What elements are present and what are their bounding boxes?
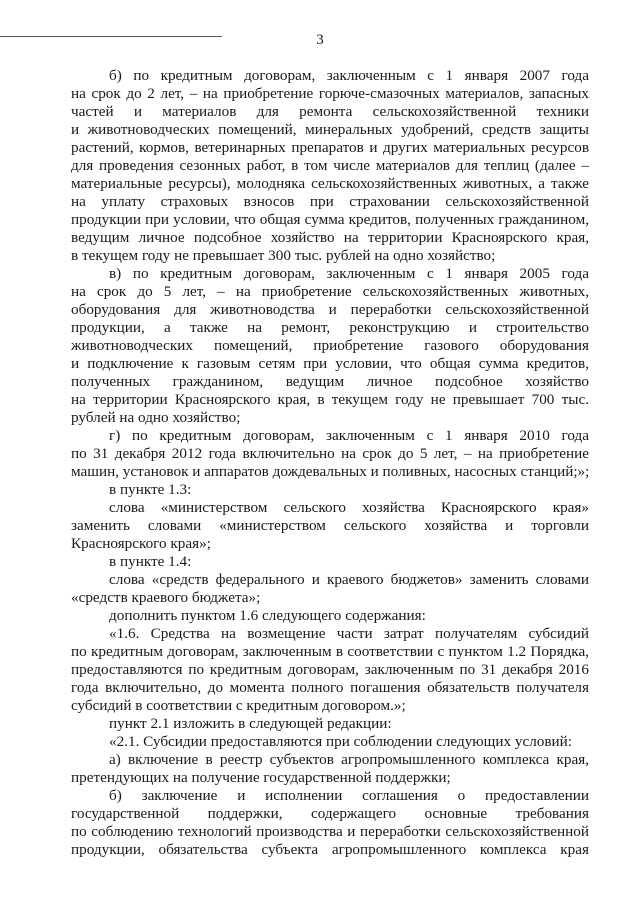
text-line: в текущем году не превышает 300 тыс. рублей на одно хозяйство; [71, 247, 496, 264]
text-line: субсидий в соответствии с кредитным договором.»; [71, 697, 406, 714]
text-line: по кредитным договорам, заключенным в соответствии с пунктом 1.2 Порядка, [71, 643, 589, 660]
text-line: слова «средств федерального и краевого бюджетов» заменить словами [109, 571, 589, 588]
text-line: материальные ресурсы), молодняка сельскохозяйственных животных, а также [71, 175, 589, 192]
text-line: продукции, обязательства субъекта агропромышленного комплекса края [71, 841, 589, 858]
text-line: дополнить пунктом 1.6 следующего содержания: [109, 607, 426, 624]
text-line: машин, установок и аппаратов дождевальных и поливных, насосных станций;»; [71, 463, 590, 480]
text-line: по 31 декабря 2012 года включительно на срок до 5 лет, – на приобретение [71, 445, 589, 462]
text-line: Красноярского края»; [71, 535, 211, 552]
text-line: продукции при условии, что общая сумма кредитов, полученных гражданином, [71, 211, 589, 228]
text-line: в пункте 1.4: [109, 553, 192, 570]
text-line: а) включение в реестр субъектов агропромышленного комплекса края, [109, 751, 589, 768]
text-line: рублей на одно хозяйство; [71, 409, 241, 426]
text-line: частей и материалов для ремонта сельскохозяйственной техники [71, 103, 589, 120]
text-line: б) заключение и исполнении соглашения о предоставлении [109, 787, 589, 804]
text-line: б) по кредитным договорам, заключенным с 1 января 2007 года [109, 67, 589, 84]
text-line: пункт 2.1 изложить в следующей редакции: [109, 715, 392, 732]
text-line: в пункте 1.3: [109, 481, 192, 498]
text-line: полученных гражданином, ведущим личное подсобное хозяйство [71, 373, 589, 390]
text-line: заменить словами «министерством сельского хозяйства и торговли [71, 517, 589, 534]
text-line: «средств краевого бюджета»; [71, 589, 261, 606]
text-line: ведущим личное подсобное хозяйство на территории Красноярского края, [71, 229, 589, 246]
text-line: оборудования для животноводства и переработки сельскохозяйственной [71, 301, 589, 318]
text-line: слова «министерством сельского хозяйства Красноярского края» [109, 499, 589, 516]
text-line: претендующих на получение государственной поддержки; [71, 769, 451, 786]
text-line: по соблюдению технологий производства и переработки сельскохозяйственной [71, 823, 589, 840]
text-line: на уплату страховых взносов при страховании сельскохозяйственной [71, 193, 589, 210]
text-line: на срок до 5 лет, – на приобретение сельскохозяйственных животных, [71, 283, 589, 300]
text-line: на территории Красноярского края, в текущем году не превышает 700 тыс. [71, 391, 589, 408]
text-line: г) по кредитным договорам, заключенным с 1 января 2010 года [109, 427, 589, 444]
text-line: «1.6. Средства на возмещение части затрат получателям субсидий [109, 625, 589, 642]
text-line: растений, кормов, ветеринарных препаратов и других материальных ресурсов [71, 139, 589, 156]
text-line: и подключение к газовым сетям при условии, что общая сумма кредитов, [71, 355, 589, 372]
text-line: и животноводческих помещений, минеральных удобрений, средств защиты [71, 121, 589, 138]
text-line: государственной поддержки, содержащего основные требования [71, 805, 589, 822]
text-line: в) по кредитным договорам, заключенным с 1 января 2005 года [109, 265, 589, 282]
text-line: на срок до 2 лет, – на приобретение горюче-смазочных материалов, запасных [71, 85, 589, 102]
text-line: продукции, а также на ремонт, реконструкцию и строительство [71, 319, 589, 336]
text-line: животноводческих помещений, приобретение газового оборудования [71, 337, 589, 354]
text-line: года включительно, до момента полного погашения обязательств получателя [71, 679, 589, 696]
page-number: 3 [316, 32, 324, 48]
text-line: для проведения сезонных работ, в том числе материалов для теплиц (далее – [71, 157, 589, 174]
text-line: предоставляются по кредитным договорам, заключенным по 31 декабря 2016 [71, 661, 589, 678]
text-line: «2.1. Субсидии предоставляются при соблюдении следующих условий: [109, 733, 573, 750]
